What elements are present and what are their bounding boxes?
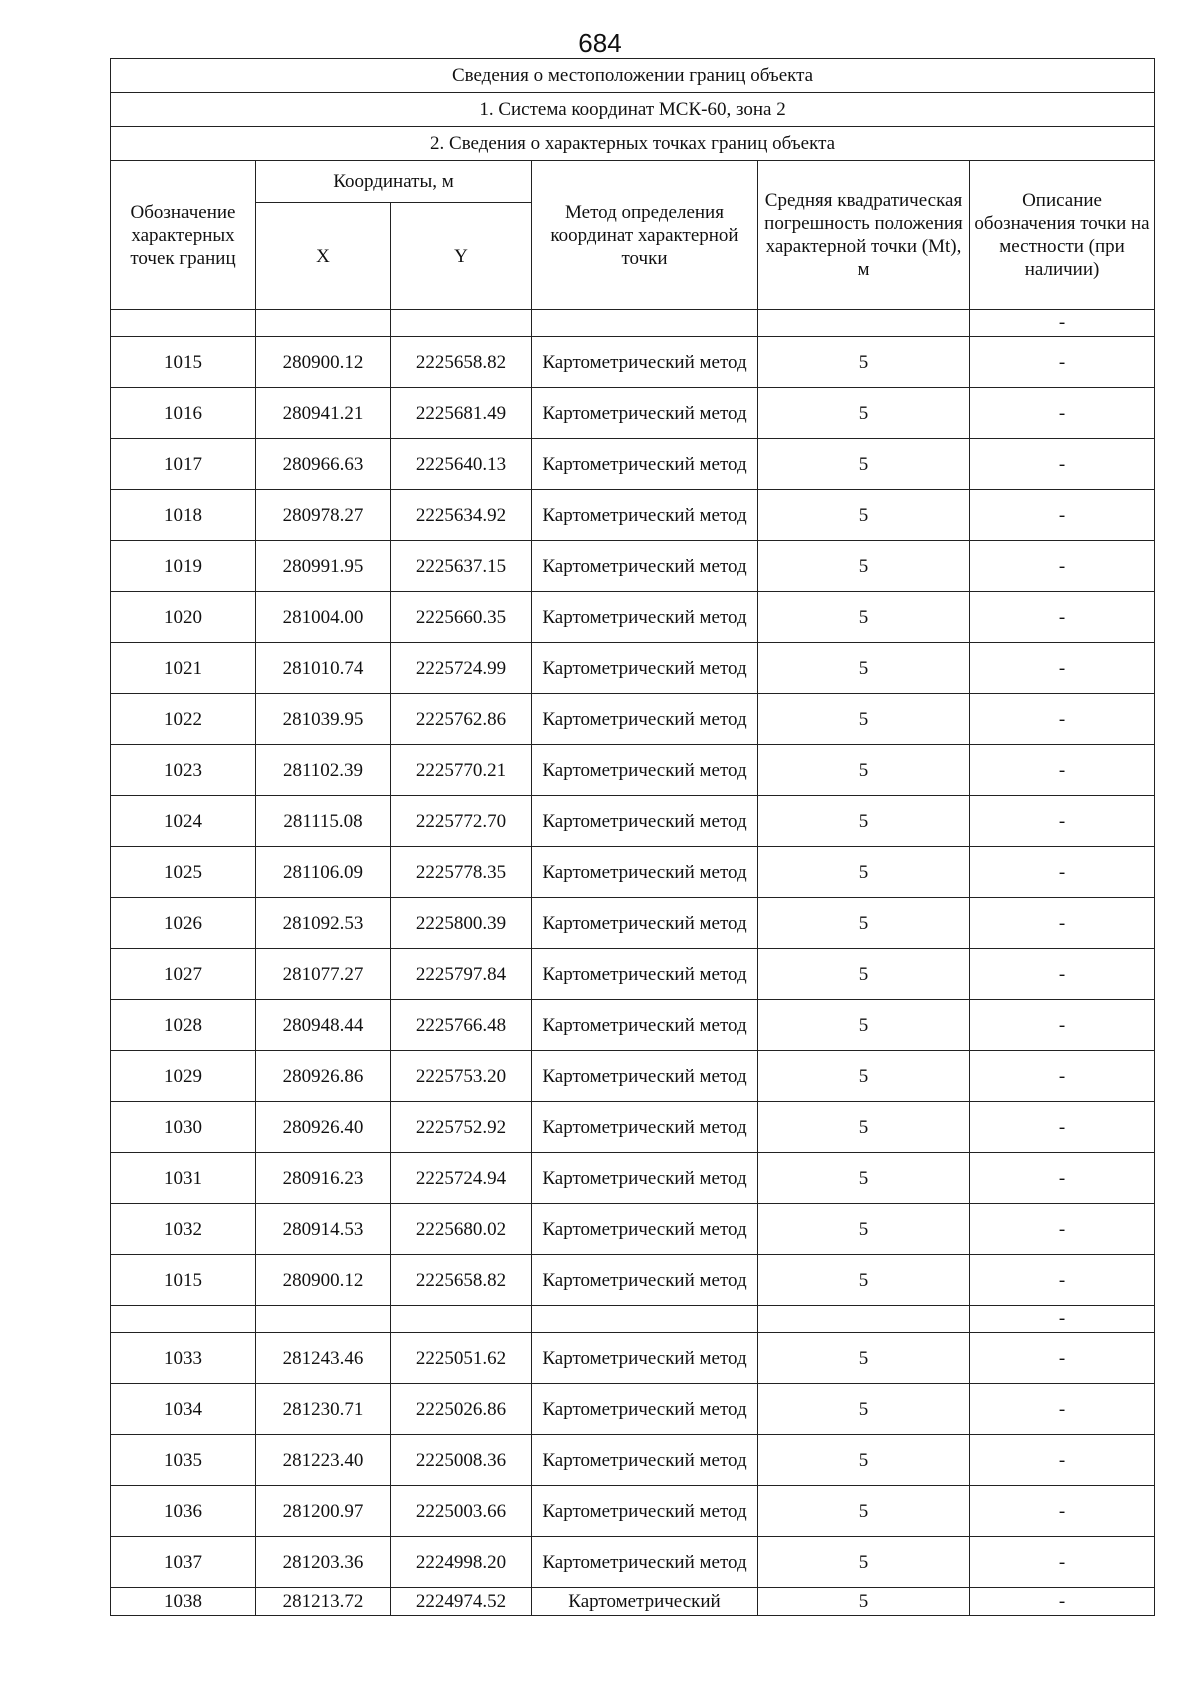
point-cell: 1027 xyxy=(111,949,256,1000)
subsection-title: 2. Сведения о характерных точках границ объекта xyxy=(111,127,1155,161)
separator-description-cell: - xyxy=(970,310,1155,337)
description-cell: - xyxy=(970,1153,1155,1204)
error-cell: 5 xyxy=(758,541,970,592)
header-x: X xyxy=(256,203,391,310)
method-cell: Картометрический метод xyxy=(532,643,758,694)
separator-empty-cell xyxy=(256,1306,391,1333)
method-cell: Картометрический метод xyxy=(532,1435,758,1486)
y-cell: 2224998.20 xyxy=(391,1537,532,1588)
table-row xyxy=(111,796,1155,847)
point-cell: 1032 xyxy=(111,1204,256,1255)
section-title: Сведения о местоположении границ объекта xyxy=(111,59,1155,93)
error-cell: 5 xyxy=(758,592,970,643)
y-cell: 2225724.99 xyxy=(391,643,532,694)
description-cell: - xyxy=(970,490,1155,541)
description-cell: - xyxy=(970,1051,1155,1102)
x-cell: 280978.27 xyxy=(256,490,391,541)
description-cell: - xyxy=(970,1435,1155,1486)
method-cell: Картометрический xyxy=(532,1588,758,1616)
x-cell: 280926.86 xyxy=(256,1051,391,1102)
point-cell: 1024 xyxy=(111,796,256,847)
y-cell: 2225800.39 xyxy=(391,898,532,949)
x-cell: 281077.27 xyxy=(256,949,391,1000)
separator-empty-cell xyxy=(111,1306,256,1333)
y-cell: 2225051.62 xyxy=(391,1333,532,1384)
y-cell: 2225770.21 xyxy=(391,745,532,796)
table-row xyxy=(111,388,1155,439)
method-cell: Картометрический метод xyxy=(532,847,758,898)
method-cell: Картометрический метод xyxy=(532,1384,758,1435)
x-cell: 280991.95 xyxy=(256,541,391,592)
method-cell: Картометрический метод xyxy=(532,439,758,490)
table-row xyxy=(111,1333,1155,1384)
header-point: Обозначение характерных точек границ xyxy=(111,161,256,310)
error-cell: 5 xyxy=(758,1255,970,1306)
method-cell: Картометрический метод xyxy=(532,1102,758,1153)
point-cell: 1018 xyxy=(111,490,256,541)
y-cell: 2225766.48 xyxy=(391,1000,532,1051)
table-row xyxy=(111,439,1155,490)
y-cell: 2225681.49 xyxy=(391,388,532,439)
method-cell: Картометрический метод xyxy=(532,490,758,541)
method-cell: Картометрический метод xyxy=(532,1000,758,1051)
y-cell: 2225772.70 xyxy=(391,796,532,847)
separator-description-cell: - xyxy=(970,1306,1155,1333)
separator-empty-cell xyxy=(256,310,391,337)
y-cell: 2225658.82 xyxy=(391,337,532,388)
error-cell: 5 xyxy=(758,1153,970,1204)
point-cell: 1031 xyxy=(111,1153,256,1204)
y-cell: 2225660.35 xyxy=(391,592,532,643)
error-cell: 5 xyxy=(758,1051,970,1102)
separator-empty-cell xyxy=(532,310,758,337)
header-error: Средняя квадратическая погрешность положения характерной точки (Mt), м xyxy=(758,161,970,310)
header-method: Метод определения координат характерной точки xyxy=(532,161,758,310)
method-cell: Картометрический метод xyxy=(532,388,758,439)
error-cell: 5 xyxy=(758,1333,970,1384)
x-cell: 280948.44 xyxy=(256,1000,391,1051)
x-cell: 281004.00 xyxy=(256,592,391,643)
x-cell: 281010.74 xyxy=(256,643,391,694)
y-cell: 2225634.92 xyxy=(391,490,532,541)
table-row xyxy=(111,1153,1155,1204)
method-cell: Картометрический метод xyxy=(532,1204,758,1255)
table-row xyxy=(111,1102,1155,1153)
point-cell: 1023 xyxy=(111,745,256,796)
x-cell: 280966.63 xyxy=(256,439,391,490)
y-cell: 2225752.92 xyxy=(391,1102,532,1153)
y-cell: 2225762.86 xyxy=(391,694,532,745)
table-row xyxy=(111,541,1155,592)
y-cell: 2225753.20 xyxy=(391,1051,532,1102)
coordinate-system-title: 1. Система координат МСК-60, зона 2 xyxy=(111,93,1155,127)
table-row xyxy=(111,1204,1155,1255)
error-cell: 5 xyxy=(758,1204,970,1255)
error-cell: 5 xyxy=(758,898,970,949)
point-cell: 1022 xyxy=(111,694,256,745)
x-cell: 280900.12 xyxy=(256,337,391,388)
description-cell: - xyxy=(970,847,1155,898)
header-y: Y xyxy=(391,203,532,310)
header-description: Описание обозначения точки на местности (при наличии) xyxy=(970,161,1155,310)
point-cell: 1016 xyxy=(111,388,256,439)
separator-empty-cell xyxy=(758,310,970,337)
method-cell: Картометрический метод xyxy=(532,1486,758,1537)
description-cell: - xyxy=(970,1255,1155,1306)
x-cell: 280941.21 xyxy=(256,388,391,439)
description-cell: - xyxy=(970,337,1155,388)
description-cell: - xyxy=(970,1000,1155,1051)
y-cell: 2225658.82 xyxy=(391,1255,532,1306)
table-row xyxy=(111,643,1155,694)
error-cell: 5 xyxy=(758,745,970,796)
point-cell: 1017 xyxy=(111,439,256,490)
table-row xyxy=(111,592,1155,643)
y-cell: 2224974.52 xyxy=(391,1588,532,1616)
description-cell: - xyxy=(970,541,1155,592)
error-cell: 5 xyxy=(758,1102,970,1153)
description-cell: - xyxy=(970,1204,1155,1255)
y-cell: 2225797.84 xyxy=(391,949,532,1000)
method-cell: Картометрический метод xyxy=(532,1537,758,1588)
point-cell: 1025 xyxy=(111,847,256,898)
description-cell: - xyxy=(970,796,1155,847)
error-cell: 5 xyxy=(758,337,970,388)
point-cell: 1028 xyxy=(111,1000,256,1051)
point-cell: 1020 xyxy=(111,592,256,643)
y-cell: 2225680.02 xyxy=(391,1204,532,1255)
separator-empty-cell xyxy=(391,1306,532,1333)
y-cell: 2225637.15 xyxy=(391,541,532,592)
table-row xyxy=(111,949,1155,1000)
error-cell: 5 xyxy=(758,1384,970,1435)
point-cell: 1035 xyxy=(111,1435,256,1486)
boundary-points-table xyxy=(110,58,1155,1616)
table-row xyxy=(111,1588,1155,1616)
description-cell: - xyxy=(970,898,1155,949)
point-cell: 1026 xyxy=(111,898,256,949)
x-cell: 281203.36 xyxy=(256,1537,391,1588)
error-cell: 5 xyxy=(758,490,970,541)
table-row xyxy=(111,1537,1155,1588)
point-cell: 1029 xyxy=(111,1051,256,1102)
x-cell: 280914.53 xyxy=(256,1204,391,1255)
x-cell: 281092.53 xyxy=(256,898,391,949)
point-cell: 1034 xyxy=(111,1384,256,1435)
description-cell: - xyxy=(970,1537,1155,1588)
separator-empty-cell xyxy=(111,310,256,337)
method-cell: Картометрический метод xyxy=(532,949,758,1000)
table-row xyxy=(111,847,1155,898)
y-cell: 2225026.86 xyxy=(391,1384,532,1435)
error-cell: 5 xyxy=(758,694,970,745)
description-cell: - xyxy=(970,388,1155,439)
table-row xyxy=(111,1384,1155,1435)
error-cell: 5 xyxy=(758,439,970,490)
table-row xyxy=(111,1051,1155,1102)
description-cell: - xyxy=(970,745,1155,796)
separator-row xyxy=(111,1306,1155,1333)
description-cell: - xyxy=(970,1384,1155,1435)
x-cell: 281102.39 xyxy=(256,745,391,796)
error-cell: 5 xyxy=(758,388,970,439)
x-cell: 281223.40 xyxy=(256,1435,391,1486)
x-cell: 281230.71 xyxy=(256,1384,391,1435)
point-cell: 1036 xyxy=(111,1486,256,1537)
point-cell: 1015 xyxy=(111,337,256,388)
description-cell: - xyxy=(970,1102,1155,1153)
x-cell: 280926.40 xyxy=(256,1102,391,1153)
table-row xyxy=(111,1435,1155,1486)
x-cell: 280916.23 xyxy=(256,1153,391,1204)
method-cell: Картометрический метод xyxy=(532,337,758,388)
separator-empty-cell xyxy=(532,1306,758,1333)
description-cell: - xyxy=(970,643,1155,694)
method-cell: Картометрический метод xyxy=(532,1255,758,1306)
method-cell: Картометрический метод xyxy=(532,1333,758,1384)
description-cell: - xyxy=(970,949,1155,1000)
table-row xyxy=(111,745,1155,796)
description-cell: - xyxy=(970,694,1155,745)
table-row xyxy=(111,898,1155,949)
point-cell: 1021 xyxy=(111,643,256,694)
x-cell: 281106.09 xyxy=(256,847,391,898)
description-cell: - xyxy=(970,1588,1155,1616)
x-cell: 281243.46 xyxy=(256,1333,391,1384)
y-cell: 2225008.36 xyxy=(391,1435,532,1486)
description-cell: - xyxy=(970,1486,1155,1537)
error-cell: 5 xyxy=(758,643,970,694)
error-cell: 5 xyxy=(758,796,970,847)
x-cell: 281039.95 xyxy=(256,694,391,745)
method-cell: Картометрический метод xyxy=(532,796,758,847)
page-number: 684 xyxy=(578,28,622,58)
separator-empty-cell xyxy=(758,1306,970,1333)
point-cell: 1033 xyxy=(111,1333,256,1384)
method-cell: Картометрический метод xyxy=(532,541,758,592)
error-cell: 5 xyxy=(758,1435,970,1486)
method-cell: Картометрический метод xyxy=(532,898,758,949)
method-cell: Картометрический метод xyxy=(532,1051,758,1102)
method-cell: Картометрический метод xyxy=(532,1153,758,1204)
error-cell: 5 xyxy=(758,1000,970,1051)
header-coords: Координаты, м xyxy=(256,161,532,203)
x-cell: 281213.72 xyxy=(256,1588,391,1616)
table-row xyxy=(111,1000,1155,1051)
table-row xyxy=(111,337,1155,388)
x-cell: 281200.97 xyxy=(256,1486,391,1537)
x-cell: 281115.08 xyxy=(256,796,391,847)
error-cell: 5 xyxy=(758,1588,970,1616)
description-cell: - xyxy=(970,1333,1155,1384)
error-cell: 5 xyxy=(758,949,970,1000)
method-cell: Картометрический метод xyxy=(532,745,758,796)
table-row xyxy=(111,1255,1155,1306)
table-row xyxy=(111,694,1155,745)
point-cell: 1019 xyxy=(111,541,256,592)
description-cell: - xyxy=(970,592,1155,643)
error-cell: 5 xyxy=(758,847,970,898)
table-row xyxy=(111,1486,1155,1537)
point-cell: 1038 xyxy=(111,1588,256,1616)
separator-empty-cell xyxy=(391,310,532,337)
point-cell: 1030 xyxy=(111,1102,256,1153)
y-cell: 2225724.94 xyxy=(391,1153,532,1204)
method-cell: Картометрический метод xyxy=(532,694,758,745)
error-cell: 5 xyxy=(758,1486,970,1537)
method-cell: Картометрический метод xyxy=(532,592,758,643)
table-row xyxy=(111,490,1155,541)
description-cell: - xyxy=(970,439,1155,490)
y-cell: 2225640.13 xyxy=(391,439,532,490)
y-cell: 2225778.35 xyxy=(391,847,532,898)
error-cell: 5 xyxy=(758,1537,970,1588)
point-cell: 1015 xyxy=(111,1255,256,1306)
y-cell: 2225003.66 xyxy=(391,1486,532,1537)
point-cell: 1037 xyxy=(111,1537,256,1588)
x-cell: 280900.12 xyxy=(256,1255,391,1306)
separator-row xyxy=(111,310,1155,337)
